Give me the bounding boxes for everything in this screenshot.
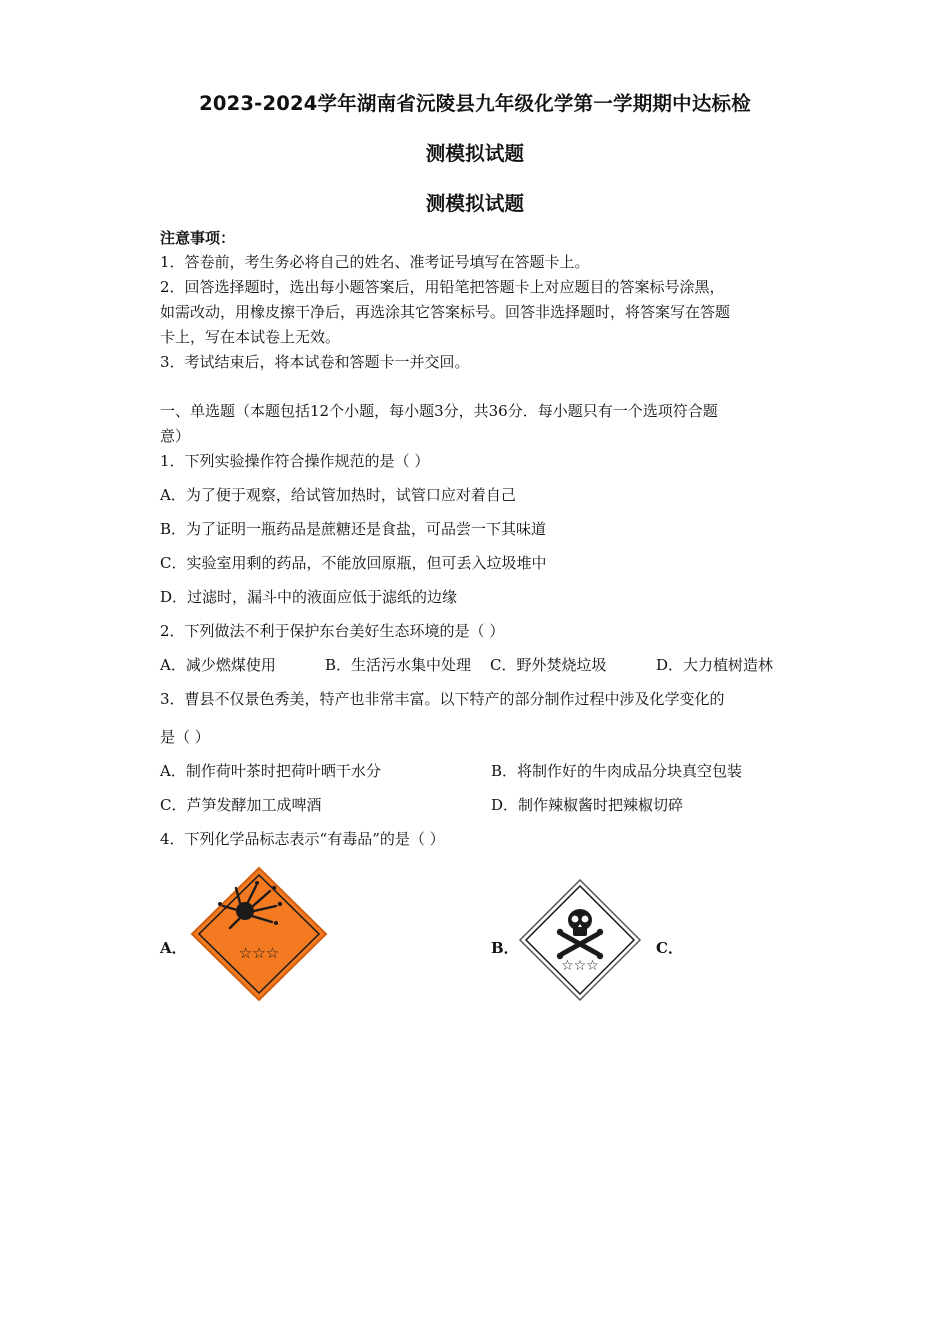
q2-option-a: A．减少燃煤使用 (160, 656, 276, 674)
q3-stem-line2: 是（ ） (160, 728, 210, 746)
q1-stem: 1．下列实验操作符合操作规范的是（ ） (160, 452, 430, 470)
section-heading-line2: 意） (160, 427, 191, 445)
q2-option-d: D．大力植树造林 (656, 656, 774, 674)
notice-item-2: 2．回答选择题时，选出每小题答案后，用铅笔把答题卡上对应题目的答案标号涂黑， (160, 278, 725, 296)
q2-option-b: B．生活污水集中处理 (325, 656, 472, 674)
q1-option-d: D．过滤时，漏斗中的液面应低于滤纸的边缘 (160, 588, 458, 606)
notice-heading: 注意事项： (160, 229, 236, 247)
notice-item-2-cont-1: 如需改动，用橡皮擦干净后，再选涂其它答案标号。回答非选择题时，将答案写在答题 (160, 303, 731, 321)
q3-option-d: D．制作辣椒酱时把辣椒切碎 (491, 796, 684, 814)
q3-option-b: B．将制作好的牛肉成品分块真空包装 (491, 762, 743, 780)
notice-item-2-cont-2: 卡上，写在本试卷上无效。 (160, 328, 341, 346)
notice-item-1: 1．答卷前，考生务必将自己的姓名、准考证号填写在答题卡上。 (160, 253, 590, 271)
q4-label-b: B． (491, 939, 519, 957)
q3-stem-line1: 3．曹县不仅景色秀美，特产也非常丰富。以下特产的部分制作过程中涉及化学变化的 (160, 690, 725, 708)
q4-label-c: C． (656, 939, 683, 957)
section-heading-line1: 一、单选题（本题包括12个小题，每小题3分，共36分．每小题只有一个选项符合题 (160, 402, 718, 420)
sign-b-stars: ☆☆☆ (561, 958, 599, 974)
q1-option-b: B．为了证明一瓶药品是蔗糖还是食盐，可品尝一下其味道 (160, 520, 547, 538)
q4-label-a: A． (160, 939, 187, 957)
q3-option-a: A．制作荷叶茶时把荷叶晒干水分 (160, 762, 381, 780)
notice-item-3: 3．考试结束后，将本试卷和答题卡一并交回。 (160, 353, 470, 371)
exam-title-line3: 测模拟试题 (425, 192, 525, 215)
q2-option-c: C．野外焚烧垃圾 (490, 656, 607, 674)
q2-stem: 2．下列做法不利于保护东台美好生态环境的是（ ） (160, 622, 505, 640)
toxic-hazard-sign (518, 878, 642, 1002)
exam-title-line1: 2023-2024学年湖南省沅陵县九年级化学第一学期期中达标检 (199, 92, 751, 115)
q4-stem: 4．下列化学品标志表示“有毒品”的是（ ） (160, 830, 445, 848)
q3-option-c: C．芦笋发酵加工成啤酒 (160, 796, 322, 814)
explosive-hazard-sign (190, 866, 328, 1002)
sign-a-stars: ☆☆☆ (238, 944, 280, 962)
exam-title-line2: 测模拟试题 (425, 142, 525, 165)
q1-option-c: C．实验室用剩的药品，不能放回原瓶，但可丢入垃圾堆中 (160, 554, 547, 572)
q1-option-a: A．为了便于观察，给试管加热时，试管口应对着自己 (160, 486, 516, 504)
